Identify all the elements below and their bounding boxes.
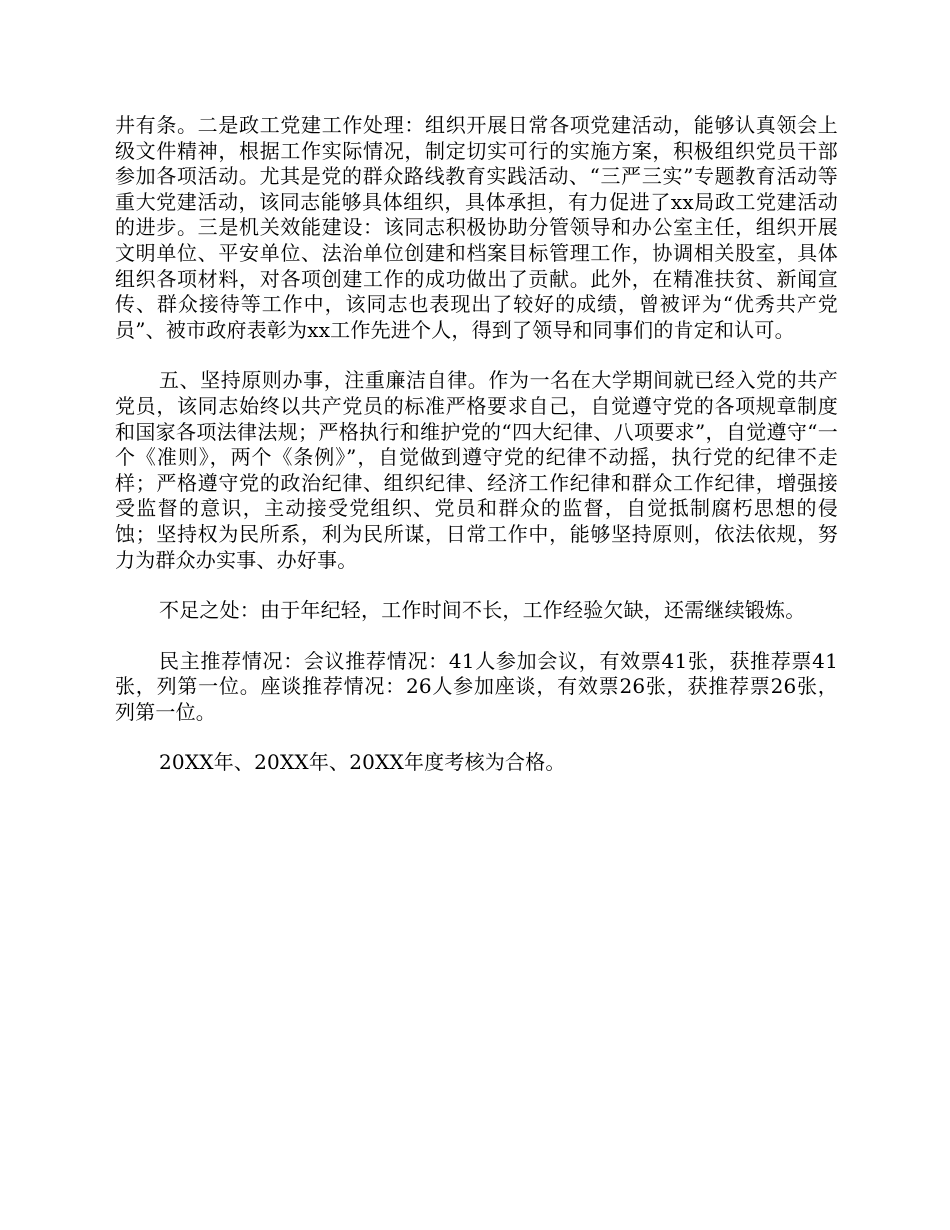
paragraph-gap [115, 343, 838, 368]
paragraph-assessment: 20XX年、20XX年、20XX年度考核为合格。 [159, 750, 566, 775]
document-page [115, 113, 838, 776]
paragraph-recommendation: 民主推荐情况：会议推荐情况：41人参加会议，有效票41张，获推荐票41张，列第一位。座谈推荐情况：26人参加座谈，有效票26张，获推荐票26张，列第一位。 [115, 648, 838, 724]
paragraph-gap [115, 573, 838, 598]
paragraph-gap [115, 725, 838, 750]
paragraph-continuation: 井有条。二是政工党建工作处理：组织开展日常各项党建活动，能够认真领会上级文件精神，根据工作实际情况，制定切实可行的实施方案，积极组织党员干部参加各项活动。尤其是党的群众路线教育实践活动、“三严三实”专题教育活动等重大党建活动，该同志能够具体组织，具体承担，有力促进了xx局政工党建活动的进步。三是机关效能建设：该同志积极协助分管领导和办公室主任，组织开展文明单位、平安单位、法治单位创建和档案目标管理工作，协调相关股室，具体组织各项材料，对各项创建工作的成功做出了贡献。此外，在精准扶贫、新闻宣传、群众接待等工作中，该同志也表现出了较好的成绩，曾被评为“优秀共产党员”、被市政府表彰为xx工作先进个人，得到了领导和同事们的肯定和认可。 [115, 113, 838, 342]
paragraph-section-five: 五、坚持原则办事，注重廉洁自律。作为一名在大学期间就已经入党的共产党员，该同志始终以共产党员的标准严格要求自己，自觉遵守党的各项规章制度和国家各项法律法规；严格执行和维护党的“四大纪律、八项要求”，自觉遵守“一个《准则》，两个《条例》”，自觉做到遵守党的纪律不动摇，执行党的纪律不走样；严格遵守党的政治纪律、组织纪律、经济工作纪律和群众工作纪律，增强接受监督的意识，主动接受党组织、党员和群众的监督，自觉抵制腐朽思想的侵蚀；坚持权为民所系，利为民所谋，日常工作中，能够坚持原则，依法依规，努力为群众办实事、办好事。 [115, 368, 838, 572]
paragraph-shortcomings: 不足之处：由于年纪轻，工作时间不长，工作经验欠缺，还需继续锻炼。 [159, 598, 806, 623]
paragraph-gap [115, 624, 838, 649]
